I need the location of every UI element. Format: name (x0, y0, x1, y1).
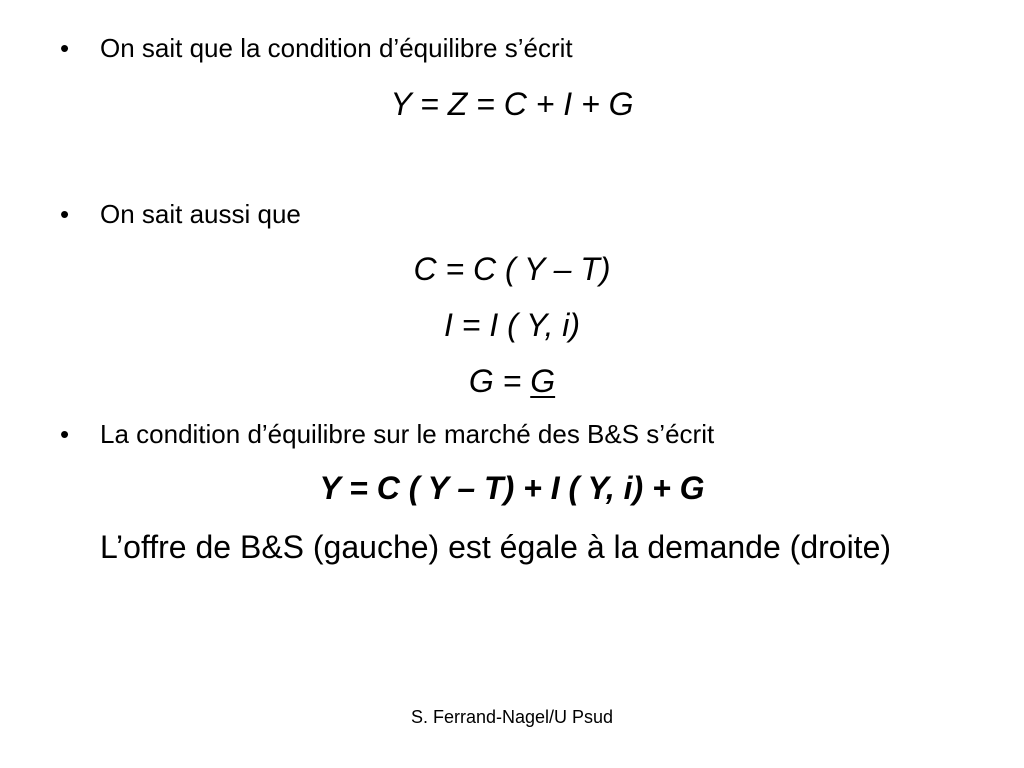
bullet-3-marker: • (60, 419, 70, 449)
equation-consumption: C = C ( Y – T) (413, 251, 611, 287)
equation-government (0, 363, 1024, 399)
bullet-3-text: La condition d’équilibre sur le marché des B&S s’écrit (100, 419, 715, 449)
equation-investment: I = I ( Y, i) (443, 307, 581, 343)
note-text: L’offre de B&S (gauche) est égale à la demande (droite) (100, 529, 892, 565)
equation-equilibrium: Y = Z = C + I + G (390, 86, 634, 122)
bullet-1-marker: • (60, 33, 70, 63)
bullet-2-marker: • (60, 199, 70, 229)
equation-government-lhs: G = (468, 363, 531, 399)
footer-credit: S. Ferrand-Nagel/U Psud (410, 707, 614, 727)
bullet-2-text: On sait aussi que (100, 199, 301, 229)
bullet-1-text: On sait que la condition d’équilibre s’écrit (100, 33, 573, 63)
equation-government-rhs: G (530, 363, 556, 399)
equation-goods-market: Y = C ( Y – T) + I ( Y, i) + G (319, 470, 705, 506)
